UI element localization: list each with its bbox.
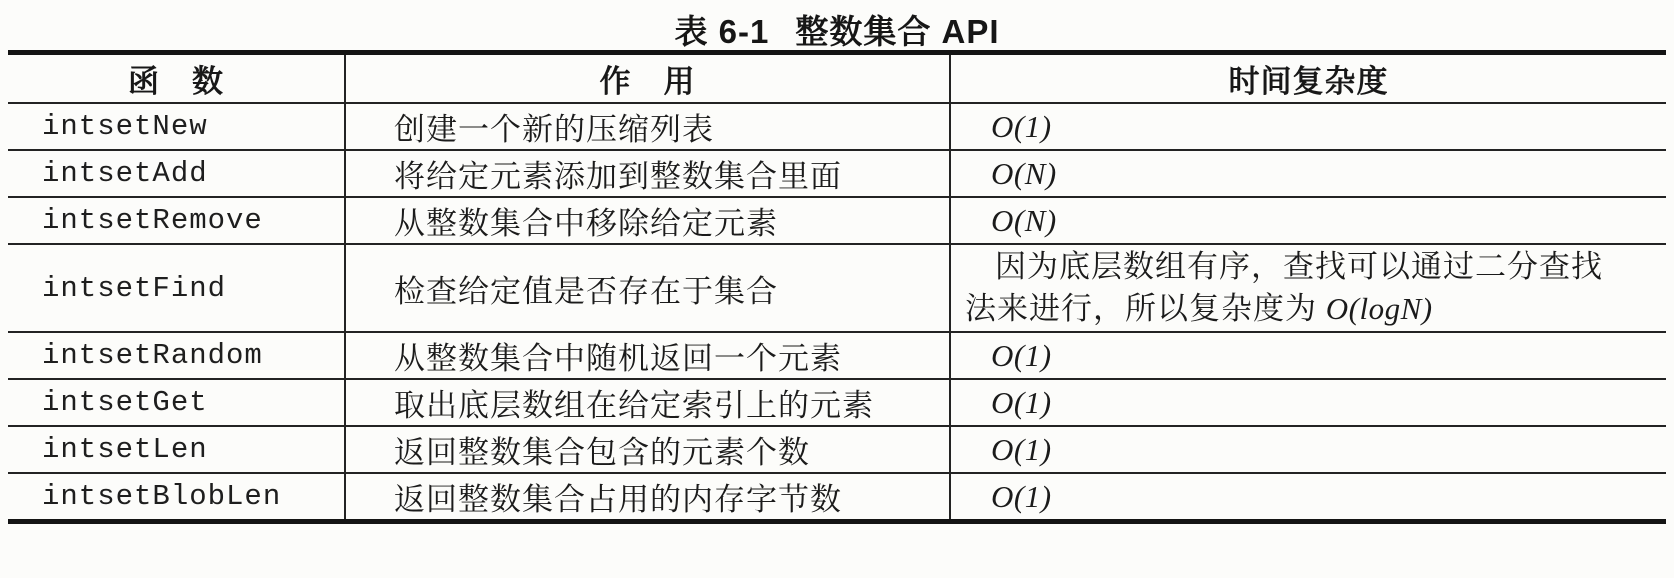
complexity-value: O(1) (991, 384, 1052, 420)
complexity-note-line2 (965, 288, 1656, 330)
complexity-cell (950, 332, 1666, 379)
complexity-cell (950, 473, 1666, 522)
function-name: intsetGet (8, 379, 345, 426)
function-name: intsetRandom (8, 332, 345, 379)
table-row (8, 150, 1666, 197)
function-purpose: 从整数集合中移除给定元素 (345, 197, 950, 244)
complexity-cell (950, 197, 1666, 244)
complexity-value: O(1) (991, 478, 1052, 514)
function-name: intsetBlobLen (8, 473, 345, 522)
complexity-value: O(N) (991, 202, 1057, 238)
table-row (8, 197, 1666, 244)
caption-label: 表 6-1 (674, 13, 770, 50)
function-purpose: 返回整数集合占用的内存字节数 (345, 473, 950, 522)
complexity-value: O(1) (991, 337, 1052, 373)
complexity-cell (950, 426, 1666, 473)
complexity-value: O(1) (991, 108, 1052, 144)
col-header-purpose: 作 用 (345, 53, 950, 104)
caption-title: 整数集合 API (795, 13, 1000, 50)
function-name: intsetAdd (8, 150, 345, 197)
intset-api-table (8, 50, 1666, 524)
table-row (8, 332, 1666, 379)
complexity-value: O(N) (991, 155, 1057, 191)
function-name: intsetRemove (8, 197, 345, 244)
function-name: intsetNew (8, 103, 345, 150)
complexity-cell (950, 103, 1666, 150)
complexity-cell (950, 150, 1666, 197)
complexity-value: O(1) (991, 431, 1052, 467)
complexity-note-line1: 因为底层数组有序，查找可以通过二分查找 (995, 249, 1603, 284)
function-purpose: 取出底层数组在给定索引上的元素 (345, 379, 950, 426)
complexity-cell (950, 379, 1666, 426)
table-row (8, 379, 1666, 426)
table-row (8, 426, 1666, 473)
function-purpose: 创建一个新的压缩列表 (345, 103, 950, 150)
function-purpose: 从整数集合中随机返回一个元素 (345, 332, 950, 379)
function-purpose: 返回整数集合包含的元素个数 (345, 426, 950, 473)
header-row (8, 53, 1666, 104)
function-purpose: 检查给定值是否存在于集合 (345, 244, 950, 332)
function-name: intsetFind (8, 244, 345, 332)
col-header-complexity: 时间复杂度 (1228, 64, 1389, 99)
function-purpose: 将给定元素添加到整数集合里面 (345, 150, 950, 197)
table-row (8, 473, 1666, 522)
complexity-note (950, 244, 1666, 332)
table-row (8, 244, 1666, 332)
table-caption (8, 6, 1666, 50)
function-name: intsetLen (8, 426, 345, 473)
table-row (8, 103, 1666, 150)
complexity-formula: O(logN) (1325, 291, 1433, 326)
col-header-function: 函 数 (8, 53, 345, 104)
complexity-note-text: 法来进行，所以复杂度为 (965, 291, 1326, 326)
